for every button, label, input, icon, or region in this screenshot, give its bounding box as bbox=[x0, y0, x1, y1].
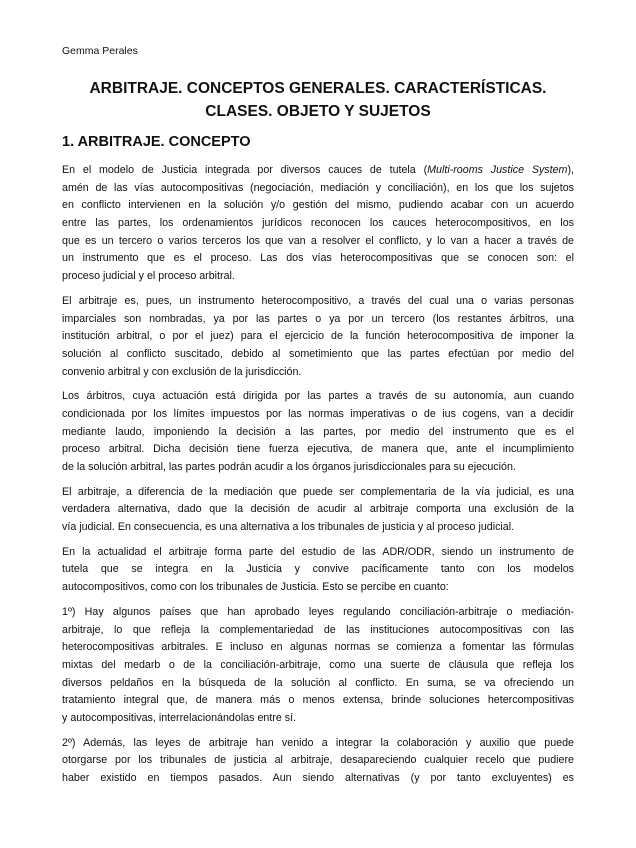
document-title-line-1: ARBITRAJE. CONCEPTOS GENERALES. CARACTERÍSTICAS. bbox=[89, 80, 547, 97]
text-line: imparciales son nombradas, ya por las partes o ya por un tercero (los restantes árbitros, una bbox=[62, 312, 574, 325]
paragraph bbox=[62, 162, 574, 286]
text-line: un instrumento que es el proceso. Las dos vías heterocompositivas que se conocen son: el bbox=[62, 252, 574, 265]
text-line: arbitraje, lo que refleja la complementariedad de las instituciones autocompositivas con las bbox=[62, 623, 574, 636]
paragraph bbox=[62, 735, 574, 788]
document-title-line-2: CLASES. OBJETO Y SUJETOS bbox=[205, 103, 431, 120]
text-line: de la solución arbitral, las partes podrán acudir a los órganos jurisdiccionales para su ejecución. bbox=[62, 461, 516, 473]
text-line: convenio arbitral y con exclusión de la jurisdicción. bbox=[62, 365, 302, 378]
text-line: otorgarse por los tribunales de justicia al arbitraje, desapareciendo cualquier recelo que pudiere bbox=[62, 754, 574, 767]
text-line: 1º) Hay algunos países que han aprobado leyes regulando conciliación-arbitraje o mediación- bbox=[62, 605, 574, 618]
text-line: autocompositivos, como con los tribunales de Justicia. Esto se percibe en cuanto: bbox=[62, 581, 449, 594]
italic-term: Multi-rooms Justice System bbox=[427, 164, 568, 176]
text-line: en conflicto intervienen en la solución y/o gestión del mismo, pudiendo acabar con un acuerdo bbox=[62, 199, 574, 212]
text-line: En la actualidad el arbitraje forma parte del estudio de las ADR/ODR, siendo un instrumento de bbox=[62, 545, 574, 558]
paragraph bbox=[62, 604, 574, 728]
text-segment: ), bbox=[567, 164, 574, 176]
text-line: condicionada por los límites impuestos por las normas imperativas o de ius cogens, van a decidir bbox=[62, 407, 574, 420]
text-line: mixtas del medarb o de la conciliación-arbitraje, como una suerte de cláusula que refleja los bbox=[62, 658, 574, 671]
text-line bbox=[62, 162, 574, 180]
text-line: 2º) Además, las leyes de arbitraje han venido a integrar la colaboración y auxilio que puede bbox=[62, 736, 574, 749]
text-line: y autocompositivas, interrelacionándolas entre sí. bbox=[62, 711, 297, 724]
text-line: mediante laudo, imponiendo la decisión a las partes, por medio del instrumento que es el bbox=[62, 425, 574, 438]
text-line: tratamiento integral que, de manera más o menos extensa, brinde soluciones hetercompositivas bbox=[62, 694, 574, 707]
paragraph bbox=[62, 388, 574, 476]
page-header-author: Gemma Perales bbox=[62, 45, 138, 57]
text-line: tutela que se integra en la Justicia y convive pacíficamente tanto con los modelos bbox=[62, 563, 574, 576]
text-line: solución al conflicto suscitado, debido al sometimiento que las partes efectúan por medio del bbox=[62, 347, 574, 360]
text-line: heterocompositivas arbitrales. E incluso en algunas normas se comienza a fomentar las fórmulas bbox=[62, 641, 574, 654]
document-body bbox=[62, 162, 574, 795]
text-line: diversos peldaños en la búsqueda de la solución al conflicto. En suma, se va ofreciendo un bbox=[62, 676, 574, 689]
text-segment: En el modelo de Justicia integrada por diversos cauces de tutela ( bbox=[62, 164, 428, 176]
text-line: proceso arbitral. Dicha decisión tiene fuerza ejecutiva, de manera que, ante el incumplimiento bbox=[62, 443, 574, 456]
text-line: vía judicial. En consecuencia, es una alternativa a los tribunales de justicia y al proceso judicial. bbox=[62, 521, 515, 534]
text-line: entre las partes, los ordenamientos jurídicos reconocen los cauces heterocompositivos, en los bbox=[62, 217, 574, 230]
text-line: verdadera alternativa, dado que la decisión de acudir al arbitraje comporta una exclusión de la bbox=[62, 503, 574, 516]
text-line: Los árbitros, cuya actuación está dirigida por las partes a través de su autonomía, aun cuando bbox=[62, 390, 574, 403]
text-line: haber existido en tiempos pasados. Aun siendo alternativas (y por tanto excluyentes) es bbox=[62, 772, 574, 784]
text-line: El arbitraje, a diferencia de la mediación que puede ser complementaria de la vía judicial, es una bbox=[62, 485, 574, 498]
text-line: proceso judicial y el proceso arbitral. bbox=[62, 270, 235, 283]
paragraph bbox=[62, 293, 574, 381]
paragraph bbox=[62, 544, 574, 597]
text-line: amén de las vías autocompositivas (negociación, mediación y conciliación), en los que los sujetos bbox=[62, 181, 574, 194]
section-heading: 1. ARBITRAJE. CONCEPTO bbox=[62, 134, 251, 150]
text-line: El arbitraje es, pues, un instrumento heterocompositivo, a través del cual una o varias personas bbox=[62, 294, 574, 307]
text-line: que es un tercero o varios terceros los que van a resolver el conflicto, y lo van a hacer a través de bbox=[62, 234, 574, 247]
paragraph bbox=[62, 484, 574, 537]
text-line: institución arbitral, o por el juez) para el ejercicio de la función heterocompositiva de imponer la bbox=[62, 330, 574, 343]
